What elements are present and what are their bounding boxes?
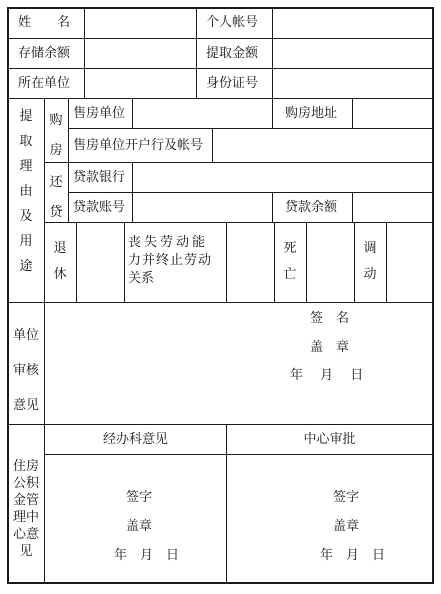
unit-review-label: 单位 审核 意见 xyxy=(12,328,39,413)
col-divider xyxy=(386,222,387,302)
unit-seal-label: 盖 章 xyxy=(310,340,350,355)
withdraw-amount-label: 提取金额 xyxy=(206,46,259,61)
purchase-address-label: 购房地址 xyxy=(285,106,338,121)
col-divider xyxy=(124,222,125,302)
col-divider xyxy=(352,98,353,128)
col-divider xyxy=(226,222,227,302)
work-unit-label: 所在单位 xyxy=(18,76,71,91)
row-divider xyxy=(7,38,434,39)
approval-date-label: 年 月 日 xyxy=(320,548,386,563)
handling-seal-label: 盖章 xyxy=(126,519,153,534)
col-divider xyxy=(212,128,213,162)
row-divider xyxy=(68,128,434,129)
purchase-label: 购 房 xyxy=(49,113,63,158)
col-divider xyxy=(84,8,85,98)
row-divider xyxy=(7,302,434,303)
border-right xyxy=(432,7,434,584)
loan-bank-label: 贷款银行 xyxy=(73,170,126,185)
border-top xyxy=(7,7,434,9)
col-divider xyxy=(306,222,307,302)
col-divider xyxy=(274,222,275,302)
col-divider xyxy=(76,222,77,302)
seller-unit-label: 售房单位 xyxy=(73,106,126,121)
col-divider xyxy=(272,8,273,98)
unit-sign-label: 签 名 xyxy=(310,311,350,326)
name-label: 姓 名 xyxy=(18,15,71,30)
col-divider xyxy=(68,98,69,222)
row-divider xyxy=(7,424,434,425)
handling-date-label: 年 月 日 xyxy=(114,548,180,563)
row-divider xyxy=(7,68,434,69)
row-divider xyxy=(7,98,434,99)
retire-label: 退 休 xyxy=(53,241,67,282)
id-number-label: 身份证号 xyxy=(206,76,259,91)
approval-section-header: 中心审批 xyxy=(303,432,356,447)
col-divider xyxy=(44,98,45,583)
row-divider xyxy=(68,192,434,193)
handling-sign-label: 签字 xyxy=(126,490,153,505)
col-divider xyxy=(226,424,227,582)
row-divider xyxy=(44,222,434,223)
repay-label: 还 贷 xyxy=(49,175,63,220)
account-label: 个人帐号 xyxy=(206,15,259,30)
row-divider xyxy=(44,454,434,455)
loan-account-label: 贷款账号 xyxy=(73,200,126,215)
col-divider xyxy=(132,98,133,128)
unit-date-label: 年 月 日 xyxy=(290,368,364,383)
deposit-balance-label: 存储余额 xyxy=(18,46,71,61)
reason-label: 提 取 理 由 及 用 途 xyxy=(19,109,33,274)
transfer-label: 调 动 xyxy=(363,241,377,282)
col-divider xyxy=(272,98,273,128)
row-divider xyxy=(44,162,434,163)
disability-label: 丧失劳动能 力并终止劳动 关系 xyxy=(128,235,213,286)
border-bottom xyxy=(7,582,434,584)
handling-section-header: 经办科意见 xyxy=(102,432,168,447)
col-divider xyxy=(196,8,197,98)
approval-sign-label: 签字 xyxy=(333,490,360,505)
col-divider xyxy=(272,192,273,222)
death-label: 死 亡 xyxy=(283,241,297,282)
col-divider xyxy=(132,162,133,222)
center-opinion-label: 住房 公积 金管 理中 心意 见 xyxy=(12,459,39,559)
col-divider xyxy=(354,222,355,302)
col-divider xyxy=(352,192,353,222)
loan-balance-label: 贷款余额 xyxy=(285,200,338,215)
approval-seal-label: 盖章 xyxy=(333,519,360,534)
seller-bank-label: 售房单位开户行及帐号 xyxy=(73,138,204,153)
